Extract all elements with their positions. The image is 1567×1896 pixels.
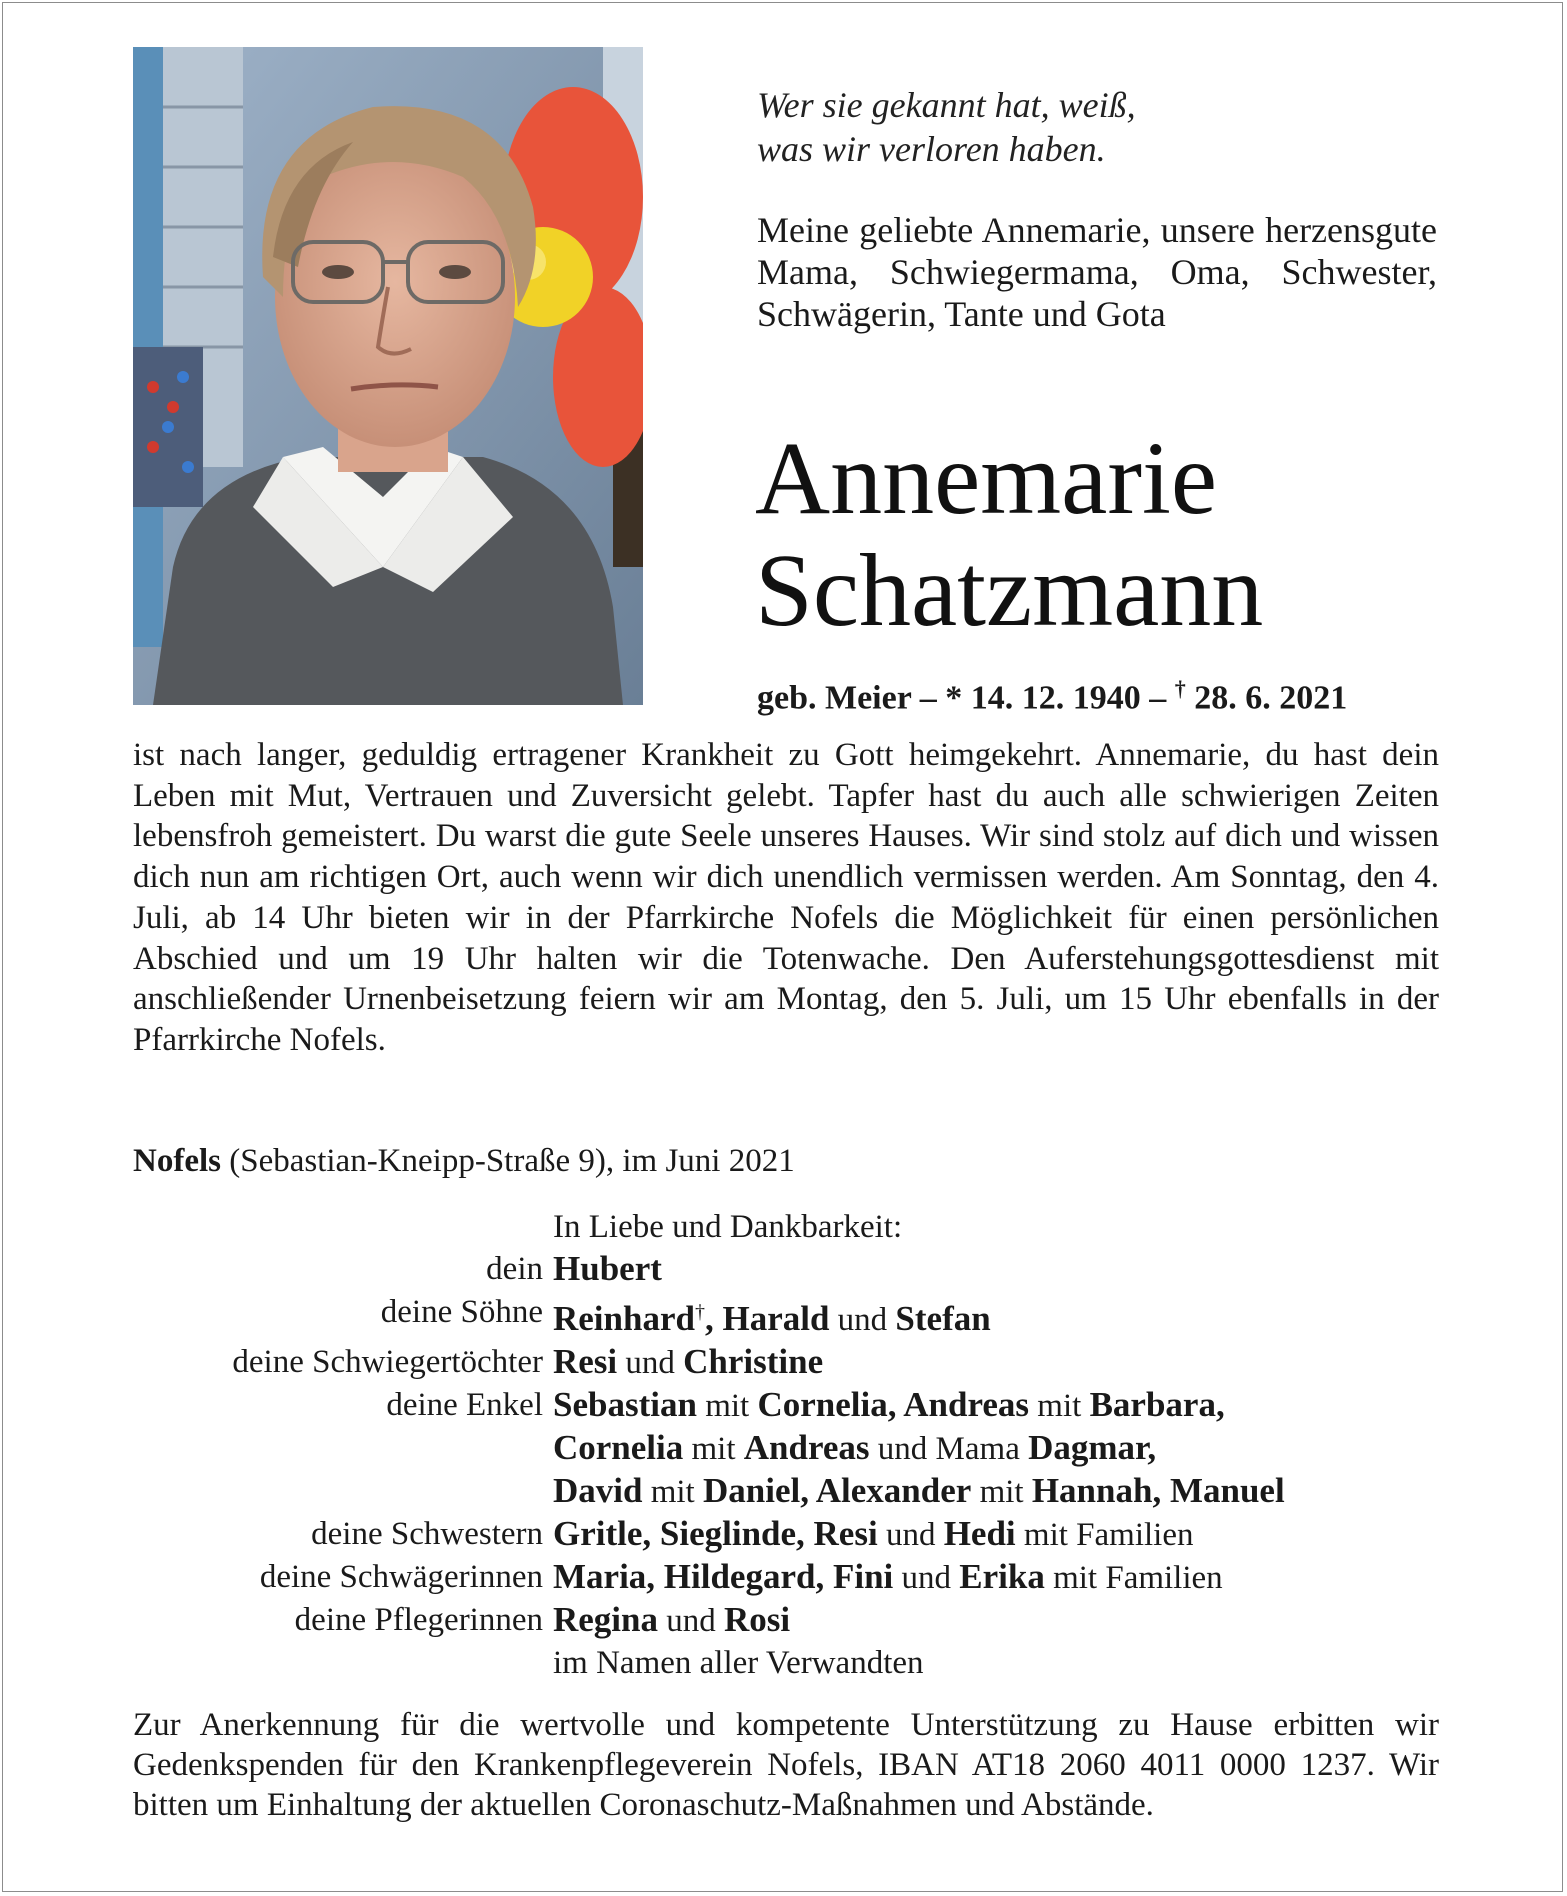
mourner-row-daughters-in-law: deine Schwiegertöchter Resi und Christine xyxy=(133,1341,1439,1384)
mourner-name: Reinhard xyxy=(553,1299,695,1338)
life-dates xyxy=(757,669,1457,718)
mourner-name: Hubert xyxy=(553,1249,662,1288)
mourner-name: David xyxy=(553,1471,643,1510)
mourner-name: Maria, Hildegard, Fini xyxy=(553,1557,894,1596)
obituary-body: ist nach langer, geduldig ertragener Krankheit zu Gott heimgekehrt. Annemarie, du hast dein Leben mit Mut, Vertrauen und Zuversicht gelebt. Tapfer hast du auch alle schwierigen Zeiten lebensfroh gemeistert. Du warst die gute Seele unseres Hauses. Wir sind stolz auf dich und wissen dich nun am richtigen Ort, auch wenn wir dich unendlich vermissen werden. Am Sonntag, den 4. Juli, ab 14 Uhr bieten wir in der Pfarrkirche Nofels die Möglichkeit für einen persönlichen Abschied und um 19 Uhr halten wir die Totenwache. Den Auferstehungsgottesdienst mit anschließender Urnenbeisetzung feiern wir am Montag, den 5. Juli, um 15 Uhr ebenfalls in der Pfarrkirche Nofels. xyxy=(133,737,1439,1058)
place-and-date xyxy=(133,1141,1133,1181)
mourner-name: Regina xyxy=(553,1600,658,1639)
relation-label: deine Schwiegertöchter xyxy=(232,1344,543,1380)
mourner-name: Rosi xyxy=(724,1600,791,1639)
mourner-row-husband xyxy=(133,1248,1439,1291)
mourner-name: Harald xyxy=(722,1299,830,1338)
donation-note: Zur Anerkennung für die wertvolle und kompetente Unterstützung zu Hause erbitten wir Gedenkspenden für den Krankenpflegeverein Nofels, IBAN AT18 2060 4011 0000 1237. Wir bitten um Einhaltung der aktuellen Coronaschutz-Maßnahmen und Abstände. xyxy=(133,1707,1439,1823)
town-name: Nofels xyxy=(133,1143,221,1179)
address-date: (Sebastian-Kneipp-Straße 9), im Juni 2021 xyxy=(220,1143,795,1179)
mourner-name: Gritle, Sieglinde, Resi xyxy=(553,1514,878,1553)
dagger-mark: † xyxy=(694,1301,705,1323)
mourner-row-grandchildren-cont: Cornelia mit Andreas und Mama Dagmar, xyxy=(553,1428,1157,1467)
mourner-row-grandchildren-cont: David mit Daniel, Alexander mit Hannah, Manuel xyxy=(553,1471,1285,1510)
first-name: Annemarie xyxy=(755,421,1218,536)
relation-label: deine Schwestern xyxy=(311,1516,543,1552)
mourner-row-carers: deine Pflegerinnen Regina und Rosi xyxy=(133,1599,1439,1642)
relation-label: dein xyxy=(486,1251,543,1287)
mourner-name: Daniel, Alexander xyxy=(702,1471,972,1510)
mourner-name: Andreas xyxy=(743,1428,870,1467)
quote-line-1: Wer sie gekannt hat, weiß, xyxy=(757,85,1136,125)
birth-info: geb. Meier – * 14. 12. 1940 – xyxy=(757,679,1175,717)
mourner-row-grandchildren: deine Enkel Sebastian mit Cornelia, Andreas mit Barbara, xyxy=(133,1384,1439,1427)
mourner-name: Cornelia, Andreas xyxy=(757,1385,1030,1424)
relation-label: deine Söhne xyxy=(380,1294,543,1330)
mourner-name: Erika xyxy=(959,1557,1045,1596)
obituary-page xyxy=(2,2,1563,1892)
quote-line-2: was wir verloren haben. xyxy=(757,129,1106,169)
mourner-row-sisters-in-law: deine Schwägerinnen Maria, Hildegard, Fini und Erika mit Familien xyxy=(133,1556,1439,1599)
death-mark: † xyxy=(1174,676,1186,701)
mourners-header: In Liebe und Dankbarkeit: xyxy=(553,1209,903,1245)
last-name: Schatzmann xyxy=(755,533,1264,648)
mourner-row-sons: deine Söhne Reinhard†, Harald und Stefan xyxy=(133,1291,1439,1341)
mourner-name: Dagmar, xyxy=(1028,1428,1157,1467)
mourner-row-closing xyxy=(133,1642,1439,1684)
relation-label: deine Pflegerinnen xyxy=(294,1602,543,1638)
mourner-name: Hannah, Manuel xyxy=(1031,1471,1285,1510)
mourners-list xyxy=(133,1206,1439,1684)
memorial-quote xyxy=(757,83,1457,171)
mourner-name: Resi xyxy=(553,1342,618,1381)
closing-line: im Namen aller Verwandten xyxy=(553,1645,924,1681)
intro-text: Meine geliebte Annemarie, unsere herzensgute Mama, Schwiegermama, Oma, Schwester, Schwägerin, Tante und Gota xyxy=(757,210,1437,334)
deceased-name xyxy=(755,423,1515,647)
mourner-name: Cornelia xyxy=(553,1428,684,1467)
portrait-photo xyxy=(133,47,643,705)
mourner-name: Stefan xyxy=(895,1299,991,1338)
relation-label: deine Schwägerinnen xyxy=(259,1559,543,1595)
mourner-name: Christine xyxy=(683,1342,824,1381)
mourner-row-sisters: deine Schwestern Gritle, Sieglinde, Resi und Hedi mit Familien xyxy=(133,1513,1439,1556)
mourner-name: Hedi xyxy=(943,1514,1016,1553)
mourner-name: Barbara, xyxy=(1089,1385,1225,1424)
mourner-name: Sebastian xyxy=(553,1385,697,1424)
death-date: 28. 6. 2021 xyxy=(1185,679,1348,717)
relation-label: deine Enkel xyxy=(386,1387,543,1423)
